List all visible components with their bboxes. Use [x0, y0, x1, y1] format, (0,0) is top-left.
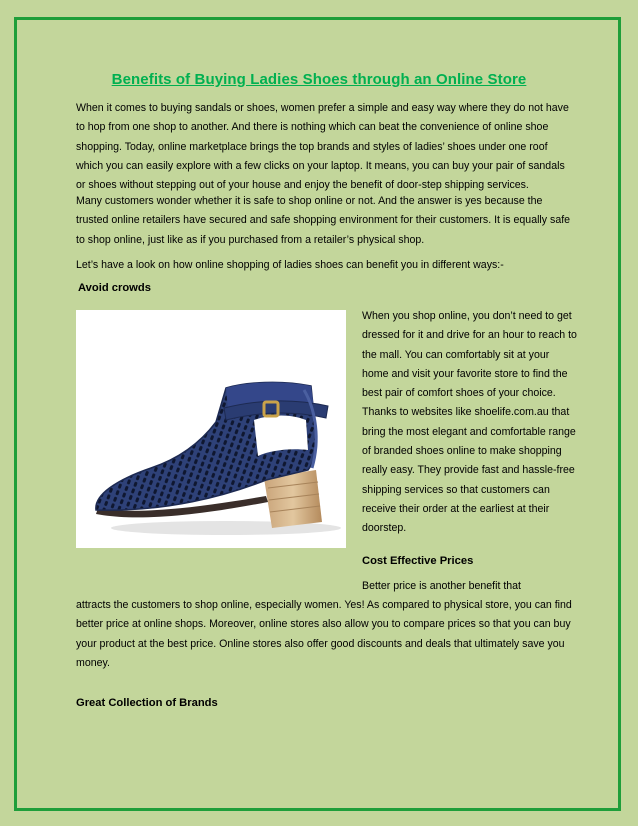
avoid-crowds-heading: Avoid crowds	[78, 282, 151, 294]
intro-paragraph: When it comes to buying sandals or shoes, women prefer a simple and easy way where they do not have to hop from one shop to another. And there is nothing which can beat the convenience of online shoe shopping. Today, online marketplace brings the top brands and styles of ladies’ shoes under one roof which you can easily explore with a few clicks on your laptop. It means, you can buy your pair of sandals or shoes without stepping out of your house and enjoy the benefit of door-step shipping services.	[76, 102, 569, 192]
cost-effective-heading: Cost Effective Prices	[362, 555, 474, 567]
ankle-boot-icon	[76, 310, 346, 548]
avoid-crowds-text: When you shop online, you don’t need to get dressed for it and drive for an hour to reach to the mall. You can comfortably sit at your home and visit your favorite store to find the best pair of comfort shoes of your choice. Thanks to websites like shoelife.com.au that bring the most elegant and comfortable range of branded shoes online to make shopping really easy. They provide fast and hassle-free shipping services so that customers can receive their order at the earliest at their doorstep.	[362, 310, 577, 535]
page-title: Benefits of Buying Ladies Shoes through an Online Store	[111, 71, 527, 88]
safety-paragraph: Many customers wonder whether it is safe to shop online or not. And the answer is yes because the trusted online retailers have secured and safe shopping environment for their customers. It is equally safe to shop online, just like as if you purchased from a retailer’s physical shop.	[76, 195, 571, 246]
benefits-intro-paragraph: Let’s have a look on how online shopping of ladies shoes can benefit you in different ways:-	[76, 259, 504, 271]
cost-effective-text-rest: attracts the customers to shop online, especially women. Yes! As compared to physical store, you can find better price at online shops. Moreover, online stores also allow you to compare prices so that you can buy your product at the best price. Online stores also offer good discounts and deals that ultimately save you money.	[76, 599, 572, 669]
cost-effective-text-first: Better price is another benefit that	[362, 580, 521, 592]
shoe-image	[76, 310, 346, 548]
great-collection-heading: Great Collection of Brands	[76, 697, 218, 709]
